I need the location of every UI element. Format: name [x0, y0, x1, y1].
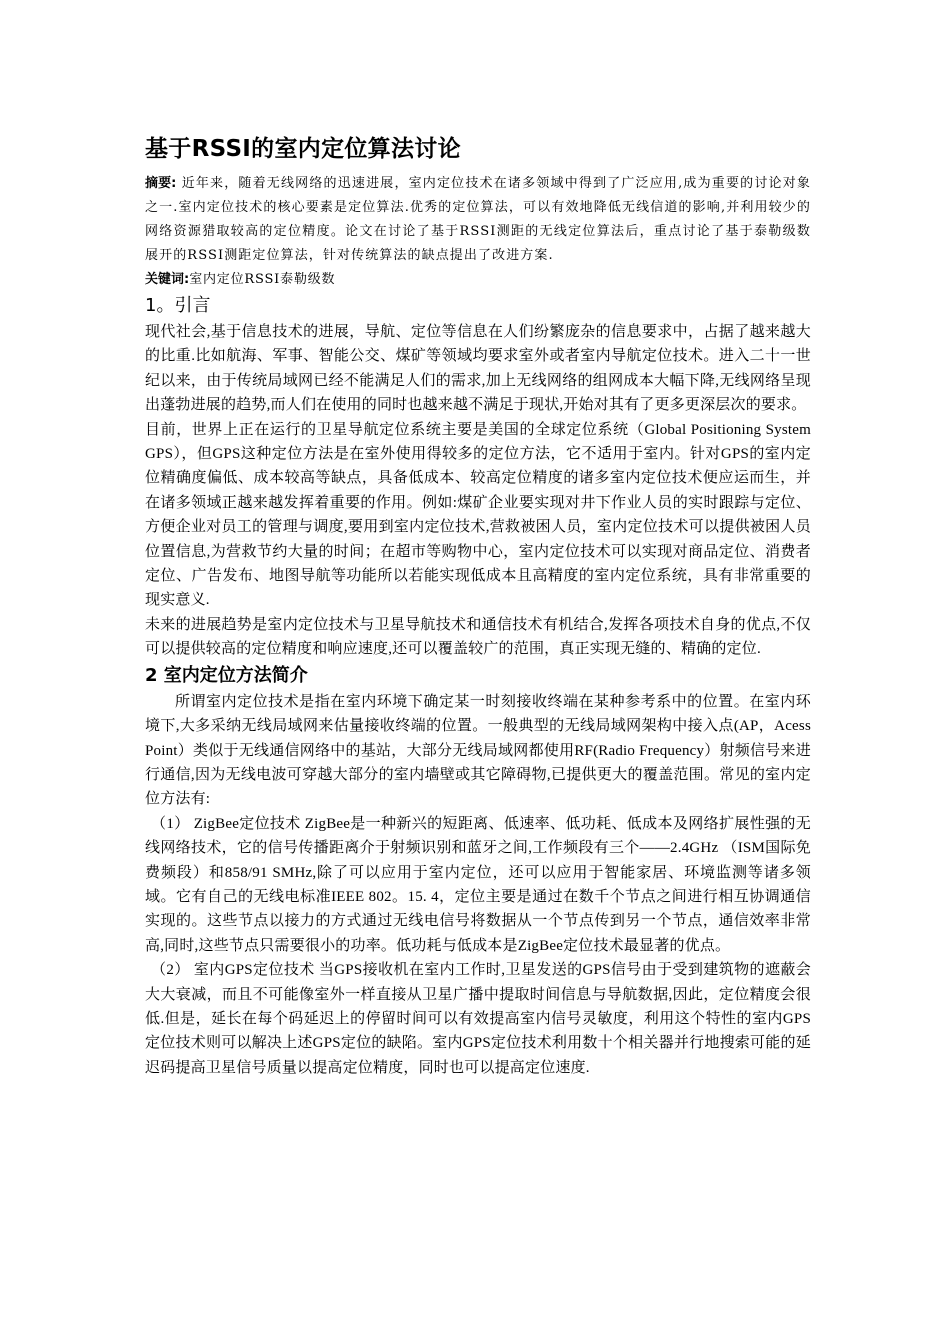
section-2-paragraph-1: 所谓室内定位技术是指在室内环境下确定某一时刻接收终端在某种参考系中的位置。在室内环境下,大多采纳无线局域网来估量接收终端的位置。一般典型的无线局域网架构中接入点(AP，Acess Point）类似于无线通信网络中的基站，大部分无线局域网都使用RF(Radio Frequency）射频信号来进行通信,因为无线电波可穿越大部分的室内墙壁或其它障碍物,已提供更大的覆盖范围。常见的室内定位方法有:: [145, 693, 811, 808]
section-1-paragraph-2: 目前，世界上正在运行的卫星导航定位系统主要是美国的全球定位系统（Global Positioning System GPS），但GPS这种定位方法是在室外使用得较多的定位方法，它不适用于室内。针对GPS的室内定位精确度偏低、成本较高等缺点，具备低成本、较高定位精度的诸多室内定位技术便应运而生，并在诸多领域正越来越发挥着重要的作用。例如:煤矿企业要实现对井下作业人员的实时跟踪与定位、方便企业对员工的管理与调度,要用到室内定位技术,营救被困人员，室内定位技术可以提供被困人员位置信息,为营救节约大量的时间；在超市等购物中心，室内定位技术可以实现对商品定位、消费者定位、广告发布、地图导航等功能所以若能实现低成本且高精度的室内定位系统，具有非常重要的现实意义.: [145, 421, 811, 609]
keywords-label: 关键词:: [145, 272, 190, 287]
section-2-item-indoor-gps: （2） 室内GPS定位技术 当GPS接收机在室内工作时,卫星发送的GPS信号由于受到建筑物的遮蔽会大大衰减，而且不可能像室外一样直接从卫星广播中提取时间信息与导航数据,因此，定位精度会很低.但是，延长在每个码延迟上的停留时间可以有效提高室内信号灵敏度，利用这个特性的室内GPS定位技术则可以解决上述GPS定位的缺陷。室内GPS定位技术利用数十个相关器并行地搜索可能的延迟码提高卫星信号质量以提高定位精度，同时也可以提高定位速度.: [145, 962, 811, 1076]
document-title: 基于RSSI的室内定位算法讨论: [145, 136, 461, 162]
section-2-heading: 2 室内定位方法简介: [145, 664, 308, 686]
section-1-paragraph-3: 未来的进展趋势是室内定位技术与卫星导航技术和通信技术有机结合,发挥各项技术自身的优点,不仅可以提供较高的定位精度和响应速度,还可以覆盖较广的范围，真正实现无缝的、精确的定位.: [145, 616, 811, 658]
section-1-heading: 1。引言: [145, 295, 211, 316]
section-1-paragraph-1: 现代社会,基于信息技术的进展，导航、定位等信息在人们纷繁庞杂的信息要求中，占据了越来越大的比重.比如航海、军事、智能公交、煤矿等领域均要求室外或者室内导航定位技术。进入二十一世纪以来，由于传统局域网已经不能满足人们的需求,加上无线网络的组网成本大幅下降,无线网络呈现出蓬勃进展的趋势,而人们在使用的同时也越来越不满足于现状,开始对其有了更多更深层次的要求。: [145, 324, 811, 414]
section-2-item-zigbee: （1） ZigBee定位技术 ZigBee是一种新兴的短距离、低速率、低功耗、低成本及网络扩展性强的无线网络技术，它的信号传播距离介于射频识别和蓝牙之间,工作频段有三个——2.4GHz （ISM国际免费频段）和858/91 SMHz,除了可以应用于室内定位，还可以应用于智能家居、环境监测等诸多领域。它有自己的无线电标准IEEE 802。15. 4，定位主要是通过在数千个节点之间进行相互协调通信实现的。这些节点以接力的方式通过无线电信号将数据从一个节点传到另一个节点，通信效率非常高,同时,这些节点只需要很小的功率。低功耗与低成本是ZigBee定位技术最显著的优点。: [145, 815, 811, 954]
abstract-text: 近年来，随着无线网络的迅速进展，室内定位技术在诸多领域中得到了广泛应用,成为重要的讨论对象之一.室内定位技术的核心要素是定位算法.优秀的定位算法，可以有效地降低无线信道的影响,并利用较少的网络资源猎取较高的定位精度。论文在讨论了基于RSSI测距的无线定位算法后，重点讨论了基于泰勒级数展开的RSSI测距定位算法，针对传统算法的缺点提出了改进方案.: [145, 176, 811, 263]
document-page: [145, 130, 811, 1080]
abstract-label: 摘要:: [145, 176, 177, 191]
keywords: [145, 268, 811, 292]
keywords-text: 室内定位RSSI泰勒级数: [189, 272, 336, 287]
abstract: [145, 172, 811, 268]
